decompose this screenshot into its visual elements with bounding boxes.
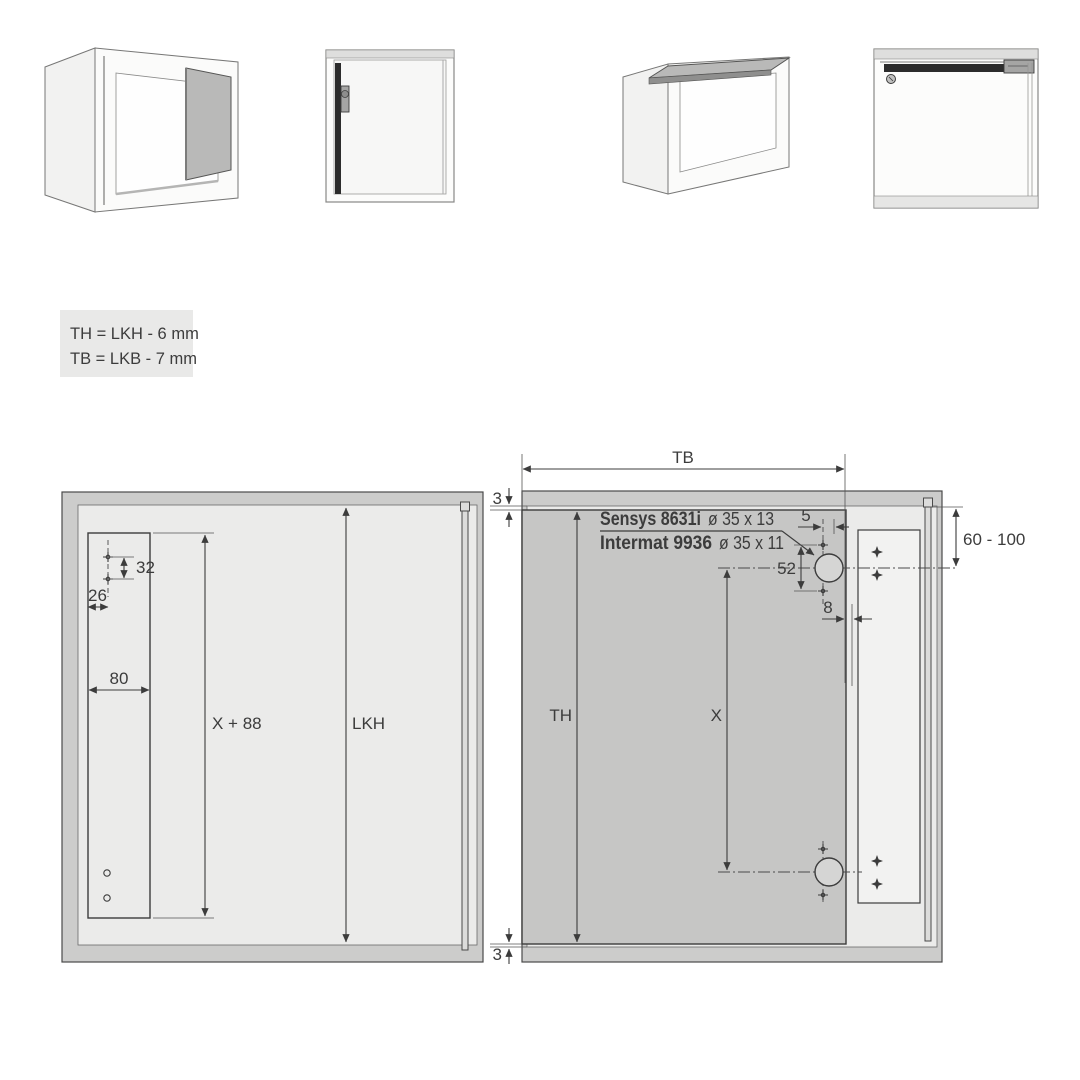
dim-26-label: 26 <box>88 586 107 605</box>
hinge-cup-hole-bottom <box>815 858 843 886</box>
dim-3-bottom-label: 3 <box>492 945 502 964</box>
dim-x-plus-88-label: X + 88 <box>212 714 262 733</box>
side-panel-drilling-drawing <box>62 492 483 962</box>
hinge-bar <box>335 63 341 194</box>
carcase-mounting-plate <box>858 530 920 903</box>
formula-th: TH = LKH - 6 mm <box>70 325 199 343</box>
dim-lkh-label: LKH <box>352 714 386 733</box>
product-intermat-label: Intermat 9936 <box>600 533 712 554</box>
dim-52-label: 52 <box>777 559 796 578</box>
dim-tb-label: TB <box>672 448 694 467</box>
door-drilling-drawing <box>490 448 1025 964</box>
cabinet-front-left-hinge-illustration <box>326 50 454 202</box>
dim-5-label: 5 <box>801 506 811 525</box>
flap-fitting <box>1004 60 1034 73</box>
open-door-panel <box>186 68 231 180</box>
dim-32-label: 32 <box>136 558 155 577</box>
dim-x-label: X <box>710 706 722 725</box>
formula-tb: TB = LKB - 7 mm <box>70 350 197 368</box>
hinge-cup-hole-top <box>815 554 843 582</box>
dim-3-top-label: 3 <box>492 489 502 508</box>
door-panel <box>522 510 846 944</box>
formula-box <box>60 310 199 377</box>
product-intermat-spec: ø 35 x 11 <box>719 533 784 553</box>
side-rail-rod <box>462 502 468 950</box>
dim-th-label: TH <box>549 706 572 725</box>
dim-60-100-label: 60 - 100 <box>963 530 1026 549</box>
product-sensys-label: Sensys 8631i <box>600 509 701 530</box>
dim-8-label: 8 <box>823 598 833 617</box>
side-rail-rod <box>925 498 931 941</box>
flap-arm-bar <box>884 64 1006 72</box>
cabinet-iso-open-door-illustration <box>45 48 238 212</box>
dim-80-label: 80 <box>109 669 129 688</box>
product-sensys-spec: ø 35 x 13 <box>708 509 774 529</box>
cabinet-front-top-fitting-illustration <box>874 49 1038 208</box>
hinge-fitting <box>341 86 349 112</box>
cabinet-iso-top-flap-illustration <box>623 57 789 194</box>
